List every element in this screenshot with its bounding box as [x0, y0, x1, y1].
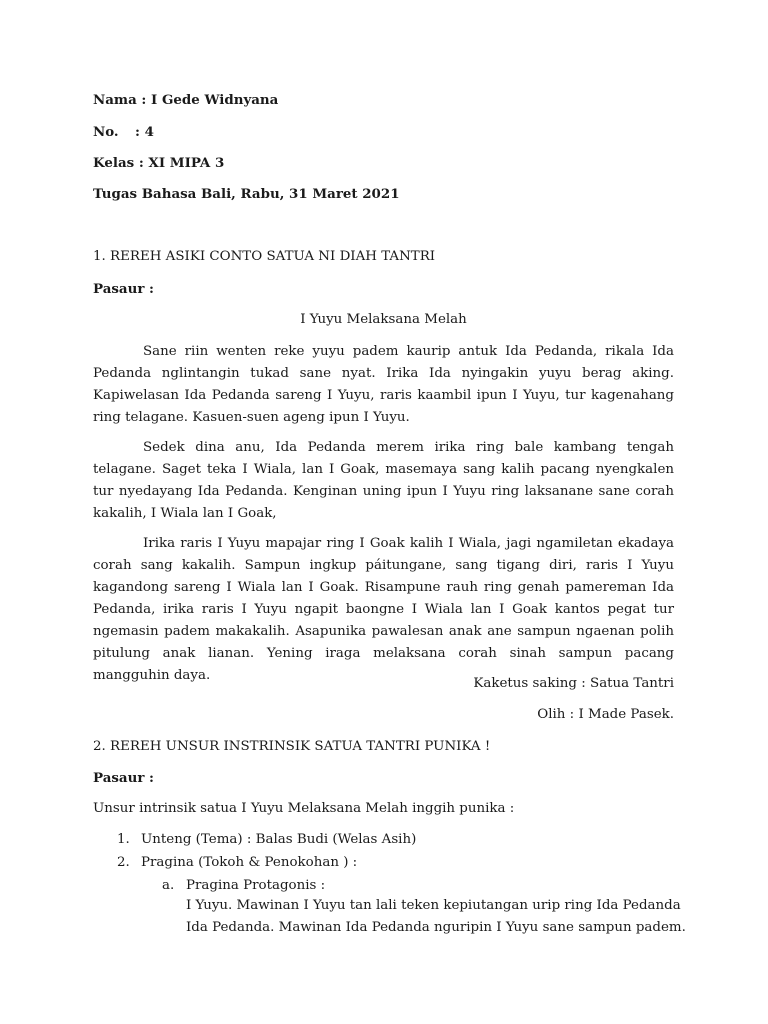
story-paragraph-2: Sedek dina anu, Ida Pedanda merem irika ring bale kambang tengah telagane. Saget teka I Wiala, lan I Goak, masemaya sang kalih pacang nyengkalen tur nyedayang Ida Pedanda. Kenginan uning ipun I Yuyu ring laksanane sane corah kakalih, I Wiala lan I Goak, — [93, 440, 674, 521]
intrinsic-intro: Unsur intrinsik satua I Yuyu Melaksana Melah inggih punika : — [93, 801, 515, 816]
student-class: Kelas : XI MIPA 3 — [93, 155, 225, 171]
sub-list-detail-line: Ida Pedanda. Mawinan Ida Pedanda nguripin I Yuyu sane sampun padem. — [186, 920, 686, 935]
student-number-value: : 4 — [135, 124, 154, 140]
question-2: 2. REREH UNSUR INSTRINSIK SATUA TANTRI PUNIKA ! — [93, 739, 491, 754]
list-item-number: 2. — [117, 855, 130, 870]
student-number-label: No. — [93, 124, 119, 140]
story-source: Kaketus saking : Satua Tantri — [473, 676, 674, 691]
sub-list-item-letter: a. — [162, 878, 175, 893]
question-1: 1. REREH ASIKI CONTO SATUA NI DIAH TANTRI — [93, 249, 436, 264]
assignment-title: Tugas Bahasa Bali, Rabu, 31 Maret 2021 — [93, 186, 400, 202]
list-item-number: 1. — [117, 832, 130, 847]
list-item-text: Unteng (Tema) : Balas Budi (Welas Asih) — [141, 832, 417, 847]
answer-label-2: Pasaur : — [93, 770, 154, 786]
story-author: Olih : I Made Pasek. — [537, 707, 674, 722]
story-paragraph-1: Sane riin wenten reke yuyu padem kaurip antuk Ida Pedanda, rikala Ida Pedanda nglintangin tukad sane nyat. Irika Ida nyingakin yuyu berag aking. Kapiwelasan Ida Pedanda sareng I Yuyu, raris kaambil ipun I Yuyu, tur kagenahang ring telagane. Kasuen-suen ageng ipun I Yuyu. — [93, 344, 674, 425]
list-item-text: Pragina (Tokoh & Penokohan ) : — [141, 855, 358, 870]
student-name: Nama : I Gede Widnyana — [93, 92, 279, 108]
sub-list-detail-line: I Yuyu. Mawinan I Yuyu tan lali teken kepiutangan urip ring Ida Pedanda — [186, 898, 681, 913]
sub-list-item-text: Pragina Protagonis : — [186, 878, 326, 893]
story-title: I Yuyu Melaksana Melah — [300, 312, 467, 327]
answer-label-1: Pasaur : — [93, 281, 154, 297]
story-paragraph-3: Irika raris I Yuyu mapajar ring I Goak kalih I Wiala, jagi ngamiletan ekadaya corah sang kakalih. Sampun ingkup páitungane, sang tigang diri, raris I Yuyu kagandong sareng I Wiala lan I Goak. Risampune rauh ring genah pamereman Ida Pedanda, irika raris I Yuyu ngapit baongne I Wiala lan I Goak kantos pegat tur ngemasin padem makakalih. Asapunika pawalesan anak ane sampun ngaenan polih pitulung anak lianan. Yening iraga melaksana corah sinah sampun pacang mangguhin daya. — [93, 536, 674, 683]
